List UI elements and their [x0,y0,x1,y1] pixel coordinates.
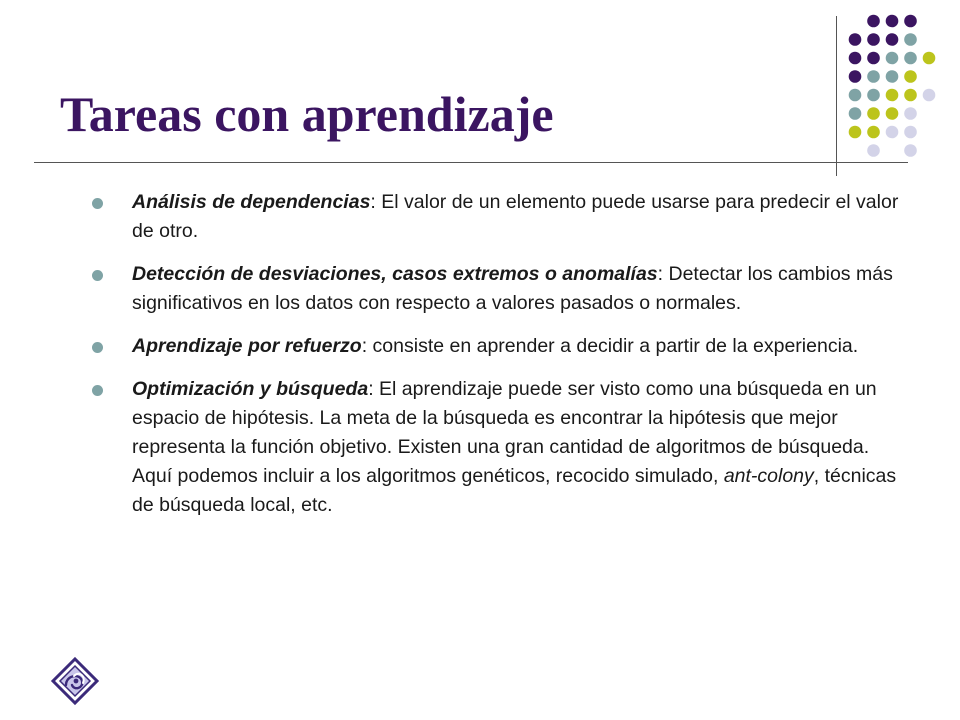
decor-dot [849,70,862,83]
decor-dot [904,144,917,157]
decor-dot [886,107,899,120]
bullet-term: Análisis de dependencias [132,191,371,213]
decor-dot [904,70,917,83]
bullet-item-deviations [92,260,912,318]
decor-dot [867,107,880,120]
decor-dot [886,70,899,83]
bullet-item-reinforcement [92,332,912,361]
decor-dot [886,52,899,65]
decor-dot [886,126,899,139]
decor-dot [849,33,862,46]
bullet-text: : El valor de un elemento puede usarse para predecir el valor de otro. [132,191,899,242]
title-divider-vertical [836,16,837,176]
decor-dot [849,52,862,65]
decor-dot [867,126,880,139]
decor-dot [904,107,917,120]
dot-grid-icon [845,10,955,160]
decor-dot [867,15,880,28]
decor-dot [923,89,936,102]
decor-dot [904,126,917,139]
decor-dot [904,89,917,102]
bullet-marker [92,270,103,281]
decor-dot [904,33,917,46]
bullet-term: Aprendizaje por refuerzo [132,335,362,357]
decor-dot [849,107,862,120]
swirl-emblem-icon [50,654,100,708]
bullet-text-after: , técnicas de búsqueda local, etc. [132,465,897,516]
bullet-item-optimization [92,375,912,520]
decor-dot [867,33,880,46]
bullet-marker [92,198,103,209]
slide-title: Tareas con aprendizaje [60,86,554,142]
decor-dot [923,52,936,65]
decor-dot [849,126,862,139]
decor-dot [886,89,899,102]
bullet-term: Optimización y búsqueda [132,378,369,400]
bullet-list [92,188,912,534]
decor-dot [867,144,880,157]
bullet-emphasis: ant-colony [723,465,814,487]
bullet-text: : El aprendizaje puede ser visto como una búsqueda en un espacio de hipótesis. La meta de la búsqueda es encontrar la hipótesis que mejor representa la función objetivo. Existen una gran cantidad de algoritmos de búsqueda. Aquí podemos incluir a los algoritmos genéticos, recocido simulado, [132,378,877,487]
decor-dot [904,52,917,65]
bullet-text: : consiste en aprender a decidir a partir de la experiencia. [361,335,859,357]
decor-dot [867,70,880,83]
decor-dot [886,33,899,46]
bullet-marker [92,385,103,396]
title-divider-horizontal [34,162,908,163]
decor-dot [867,89,880,102]
bullet-term: Detección de desviaciones, casos extremos o anomalías [132,263,658,285]
bullet-item-dependencies [92,188,912,246]
decor-dot [904,15,917,28]
decor-dot [849,89,862,102]
bullet-text: : Detectar los cambios más significativos en los datos con respecto a valores pasados o normales. [132,263,893,314]
decor-dot [886,15,899,28]
bullet-marker [92,342,103,353]
decor-dot [867,52,880,65]
